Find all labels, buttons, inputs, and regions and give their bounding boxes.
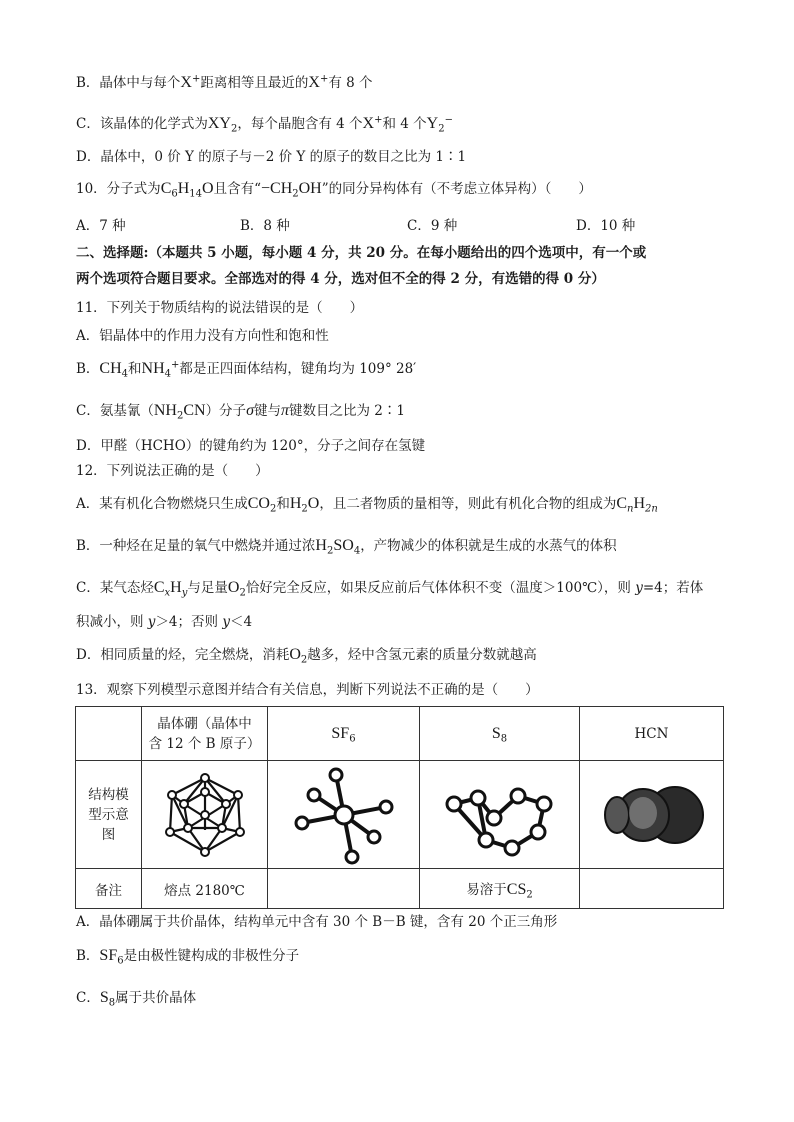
q9-option-c: C．该晶体的化学式为$XY_2$，每个晶胞含有 4 个X+和 4 个$Y_2^-$ [76,114,453,135]
q11-stem: 11．下列关于物质结构的说法错误的是（ ） [76,300,364,316]
model-table [75,706,724,909]
row-label-notes: 备注 [76,869,142,909]
q11-option-d: D．甲醛（HCHO）的键角约为 120°，分子之间存在氢键 [76,438,426,454]
q12-option-c-line1: C．某气态烃$C_xH_y$与足量$O_2$恰好完全反应，如果反应前后气体体积不变（温度＞100℃），则 y=4；若体 [76,579,704,599]
note-sf6 [268,869,420,909]
row-label-models: 结构模 型示意 图 [76,761,142,869]
s8-ring-icon [440,770,560,860]
q13-option-c: C．$S_8$属于共价晶体 [76,989,197,1009]
sf6-octahedron-icon [284,765,404,865]
q13-stem: 13．观察下列模型示意图并结合有关信息，判断下列说法不正确的是（ ） [76,682,539,698]
section-header-line2: 两个选项符合题目要求。全部选对的得 4 分，选对但不全的得 2 分，有选错的得 0 分） [76,271,605,287]
q9-option-d: D．晶体中，0 价 Y 的原子与－2 价 Y 的原子的数目之比为 1∶1 [76,149,467,165]
section-header-line1: 二、选择题:（本题共 5 小题，每小题 4 分，共 20 分。在每小题给出的四个选项中，有一个或 [76,245,647,261]
q10-options [76,216,716,236]
table-corner-cell [76,707,142,761]
s8-model-cell [420,761,580,869]
hcn-model-cell [580,761,724,869]
table-row-header [76,707,724,761]
note-s8: 易溶于$CS_2$ [420,869,580,909]
q10-option-b: B．8 种 [240,218,290,234]
q10-stem: 10．分子式为$C_6H_{14}O$且含有“$-CH_2OH$”的同分异构体有（不考虑立体异构）（ ） [76,180,592,200]
header-hcn: HCN [580,707,724,761]
header-s8: $S_8$ [420,707,580,761]
q11-option-c: C．氨基氰$(NH_2CN)$分子σ键与π键数目之比为 2∶1 [76,402,405,422]
q10-option-c: C．9 种 [407,218,458,234]
q11-option-b: B．$CH_4$和$NH_4^+$都是正四面体结构，键角均为 109° 28′ [76,359,417,380]
q10-option-a: A．7 种 [76,218,126,234]
boron-icosahedron-icon [160,770,250,860]
header-boron: 晶体硼（晶体中 含 12 个 B 原子） [142,707,268,761]
q13-option-a: A．晶体硼属于共价晶体，结构单元中含有 30 个 B－B 键，含有 20 个正三角形 [76,914,558,930]
q12-option-c-line2: 积减小，则 y＞4；否则 y＜4 [76,614,253,630]
q11-option-a: A．铝晶体中的作用力没有方向性和饱和性 [76,328,329,344]
q13-option-b: B．$SF_6$是由极性键构成的非极性分子 [76,947,300,967]
table-row-models [76,761,724,869]
q9-option-b: B．晶体中与每个X+距离相等且最近的X+有 8 个 [76,73,373,91]
q12-option-a: A．某有机化合物燃烧只生成$CO_2$和$H_2O$，且二者物质的量相等，则此有机化合物的组成为$C_nH_{2n}$ [76,495,658,515]
q12-option-b: B．一种烃在足量的氧气中燃烧并通过浓$H_2SO_4$，产物减少的体积就是生成的水蒸气的体积 [76,537,617,557]
table-row-notes [76,869,724,909]
note-boron: 熔点 2180℃ [142,869,268,909]
hcn-space-filling-icon [597,775,707,855]
q10-option-d: D．10 种 [576,218,636,234]
q12-option-d: D．相同质量的烃，完全燃烧，消耗$O_2$越多，烃中含氢元素的质量分数就越高 [76,646,537,666]
q12-stem: 12．下列说法正确的是（ ） [76,463,269,479]
boron-model-cell [142,761,268,869]
header-sf6: $SF_6$ [268,707,420,761]
note-hcn [580,869,724,909]
sf6-model-cell [268,761,420,869]
